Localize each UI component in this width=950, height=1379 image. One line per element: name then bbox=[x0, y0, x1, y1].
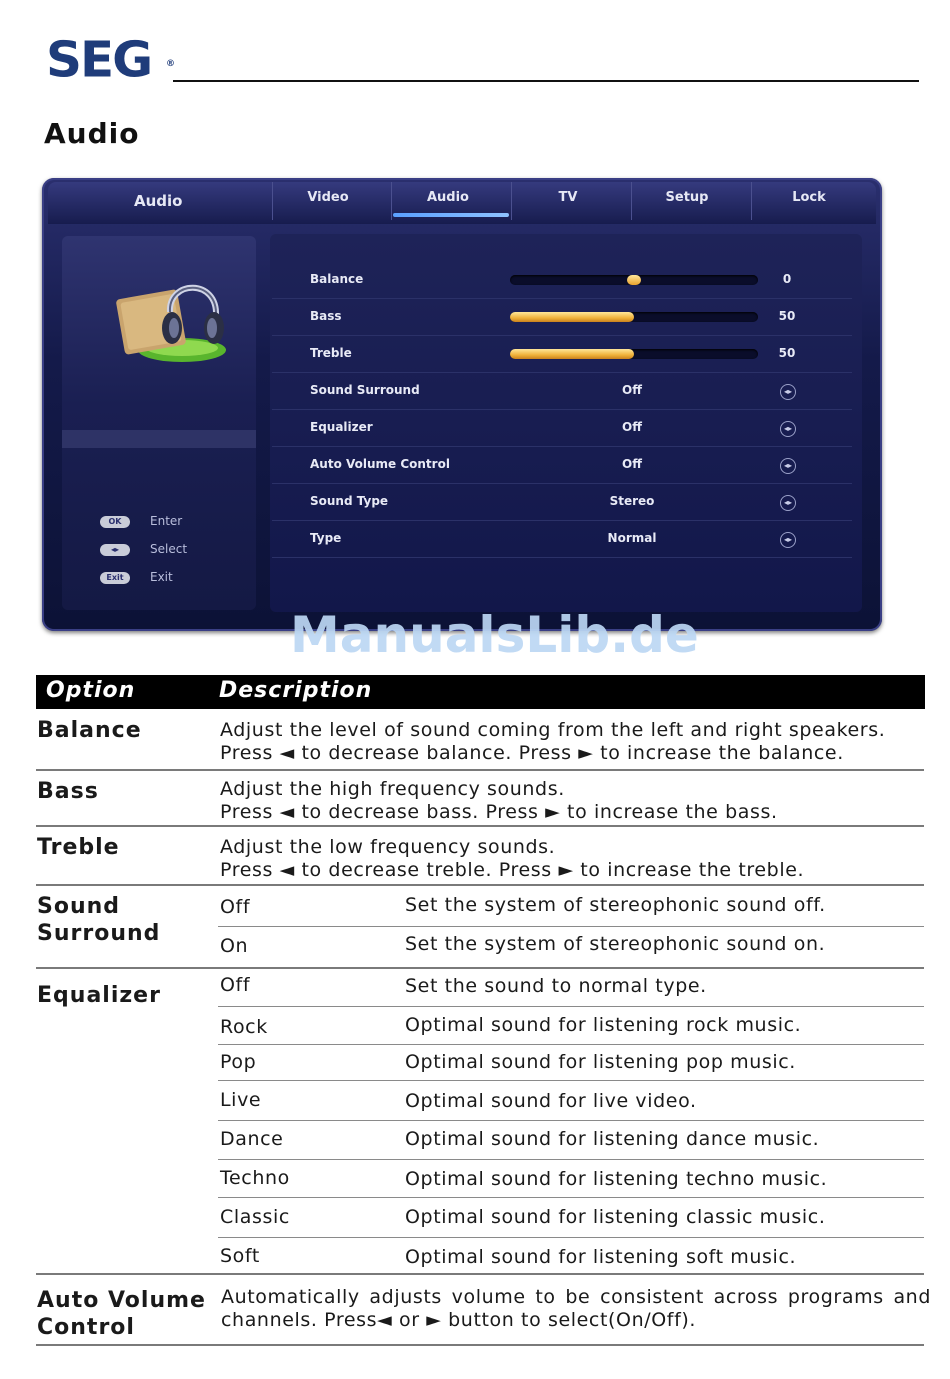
treble-desc-1: Adjust the low frequency sounds. bbox=[220, 836, 556, 858]
osd-row-sound-type[interactable] bbox=[272, 484, 852, 521]
row-label: Sound Type bbox=[310, 494, 389, 508]
row-label: Equalizer bbox=[310, 420, 373, 434]
option-sound-surround-line2: Surround bbox=[37, 921, 161, 946]
osd-menu-title: Audio bbox=[134, 192, 183, 210]
osd-row-bass[interactable] bbox=[272, 299, 852, 336]
sub-divider bbox=[218, 1006, 924, 1007]
row-divider bbox=[36, 825, 924, 827]
equalizer-desc: Optimal sound for listening techno music. bbox=[405, 1168, 828, 1190]
balance-desc-1: Adjust the level of sound coming from the left and right speakers. bbox=[220, 719, 886, 741]
osd-side-strip bbox=[62, 430, 256, 448]
surround-option: Off bbox=[220, 896, 251, 918]
bass-fill bbox=[510, 312, 634, 322]
equalizer-option: Soft bbox=[220, 1245, 260, 1267]
help-label: Exit bbox=[150, 570, 173, 584]
row-divider bbox=[36, 1273, 924, 1275]
option-treble: Treble bbox=[37, 835, 120, 860]
balance-desc-2: Press ◄ to decrease balance. Press ► to increase the balance. bbox=[220, 742, 844, 764]
left-right-arrows-icon[interactable]: ◂▸ bbox=[780, 495, 796, 511]
osd-tab-lock[interactable]: Lock bbox=[792, 190, 826, 205]
equalizer-desc: Optimal sound for listening pop music. bbox=[405, 1051, 796, 1073]
header-option: Option bbox=[46, 678, 136, 703]
row-label: Sound Surround bbox=[310, 383, 420, 397]
registered-mark: ® bbox=[166, 59, 175, 69]
row-value: 50 bbox=[778, 346, 796, 360]
bass-desc-1: Adjust the high frequency sounds. bbox=[220, 778, 565, 800]
sub-divider bbox=[218, 1159, 924, 1160]
option-sound-surround-line1: Sound bbox=[37, 894, 121, 919]
auto-volume-desc: Automatically adjusts volume to be consistent across programs and channels. Press◄ or ► button to select(On/Off). bbox=[221, 1286, 931, 1331]
equalizer-desc: Optimal sound for listening dance music. bbox=[405, 1128, 820, 1150]
option-bass: Bass bbox=[37, 779, 99, 804]
equalizer-option: Dance bbox=[220, 1128, 284, 1150]
row-value: 50 bbox=[778, 309, 796, 323]
table-header bbox=[36, 675, 925, 709]
equalizer-option: Techno bbox=[220, 1167, 290, 1189]
osd-tab-audio[interactable]: Audio bbox=[426, 190, 469, 205]
osd-help-exit bbox=[100, 570, 173, 586]
treble-desc-2: Press ◄ to decrease treble. Press ► to increase the treble. bbox=[220, 859, 805, 881]
osd-row-type[interactable] bbox=[272, 521, 852, 558]
exit-key-icon: Exit bbox=[100, 572, 130, 584]
osd-screenshot bbox=[42, 178, 882, 631]
equalizer-option: Live bbox=[220, 1089, 262, 1111]
surround-option: On bbox=[220, 935, 249, 957]
bass-slider[interactable] bbox=[510, 312, 758, 322]
row-label: Bass bbox=[310, 309, 342, 323]
row-label: Type bbox=[310, 531, 342, 545]
option-auto-volume-line1: Auto Volume bbox=[37, 1288, 206, 1313]
row-label: Treble bbox=[310, 346, 352, 360]
page-title: Audio bbox=[44, 117, 140, 150]
surround-desc: Set the system of stereophonic sound on. bbox=[405, 933, 826, 955]
headphones-icon bbox=[110, 272, 230, 372]
row-label: Auto Volume Control bbox=[310, 457, 450, 471]
ok-key-icon: OK bbox=[100, 516, 130, 528]
osd-row-auto-volume[interactable] bbox=[272, 447, 852, 484]
sub-divider bbox=[218, 1197, 924, 1198]
equalizer-option: Rock bbox=[220, 1016, 268, 1038]
treble-fill bbox=[510, 349, 634, 359]
sub-divider bbox=[218, 1237, 924, 1238]
option-balance: Balance bbox=[37, 718, 142, 743]
sub-divider bbox=[218, 926, 924, 927]
sub-divider bbox=[218, 1120, 924, 1121]
equalizer-desc: Optimal sound for listening classic music. bbox=[405, 1206, 826, 1228]
osd-tab-setup[interactable]: Setup bbox=[665, 190, 709, 205]
header-description: Description bbox=[219, 678, 373, 703]
surround-desc: Set the system of stereophonic sound off. bbox=[405, 894, 826, 916]
brand-logo bbox=[46, 31, 175, 89]
brand-name: SEG bbox=[46, 31, 152, 89]
help-label: Select bbox=[150, 542, 188, 556]
balance-knob[interactable] bbox=[627, 275, 641, 285]
osd-row-treble[interactable] bbox=[272, 336, 852, 373]
equalizer-desc: Optimal sound for listening rock music. bbox=[405, 1014, 802, 1036]
help-label: Enter bbox=[150, 514, 183, 528]
osd-help-select bbox=[100, 542, 187, 558]
equalizer-desc: Optimal sound for live video. bbox=[405, 1090, 697, 1112]
navigate-key-icon: ◂▸ bbox=[100, 544, 130, 556]
left-right-arrows-icon[interactable]: ◂▸ bbox=[780, 421, 796, 437]
option-equalizer: Equalizer bbox=[37, 983, 161, 1008]
row-divider bbox=[36, 967, 924, 969]
osd-row-balance[interactable] bbox=[272, 262, 852, 299]
option-auto-volume-line2: Control bbox=[37, 1315, 135, 1340]
osd-tab-video[interactable]: Video bbox=[307, 190, 349, 205]
equalizer-option: Off bbox=[220, 974, 251, 996]
left-right-arrows-icon[interactable]: ◂▸ bbox=[780, 458, 796, 474]
row-label: Balance bbox=[310, 272, 364, 286]
row-divider bbox=[36, 769, 924, 771]
osd-help-enter bbox=[100, 514, 182, 530]
left-right-arrows-icon[interactable]: ◂▸ bbox=[780, 532, 796, 548]
equalizer-option: Classic bbox=[220, 1206, 290, 1228]
equalizer-option: Pop bbox=[220, 1051, 257, 1073]
bass-desc-2: Press ◄ to decrease bass. Press ► to increase the bass. bbox=[220, 801, 778, 823]
sub-divider bbox=[218, 1080, 924, 1081]
row-value: Off bbox=[622, 420, 642, 434]
row-divider bbox=[36, 1344, 924, 1346]
osd-row-equalizer[interactable] bbox=[272, 410, 852, 447]
equalizer-desc: Set the sound to normal type. bbox=[405, 975, 707, 997]
row-value: 0 bbox=[782, 272, 792, 286]
osd-row-sound-surround[interactable] bbox=[272, 373, 852, 410]
row-value: Off bbox=[622, 383, 642, 397]
equalizer-desc: Optimal sound for listening soft music. bbox=[405, 1246, 797, 1268]
header-rule bbox=[173, 80, 919, 82]
row-divider bbox=[36, 884, 924, 886]
left-right-arrows-icon[interactable]: ◂▸ bbox=[780, 384, 796, 400]
treble-slider[interactable] bbox=[510, 349, 758, 359]
row-value: Off bbox=[622, 457, 642, 471]
osd-tab-tv[interactable]: TV bbox=[558, 190, 578, 205]
active-tab-indicator bbox=[393, 213, 509, 217]
row-value: Stereo bbox=[609, 494, 655, 508]
watermark: ManualsLib.de bbox=[290, 606, 699, 664]
row-value: Normal bbox=[607, 531, 657, 545]
sub-divider bbox=[218, 1044, 924, 1045]
balance-slider[interactable] bbox=[510, 275, 758, 285]
